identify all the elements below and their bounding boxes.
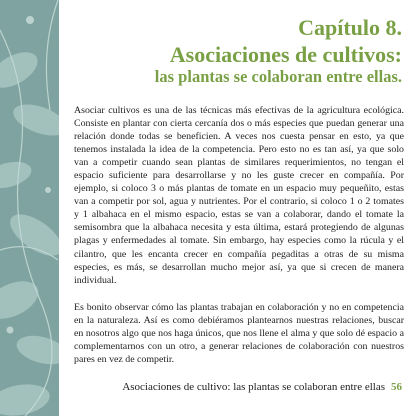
- chapter-title: Asociaciones de cultivos:: [169, 42, 402, 67]
- page-footer: [122, 381, 402, 393]
- body-paragraph: Es bonito observar cómo las plantas trabajan en colaboración y no en competencia en la naturaleza. Así es como debiéramos plantearnos nuestras relaciones, buscar en nosotros algo que nos haga únicos, que nos llene el alma y que solo dé espacio a complementarnos con un otro, a generar relaciones de colaboración con nuestros pares en vez de competir.: [74, 301, 404, 365]
- book-page: [59, 0, 416, 416]
- page-number: 56: [391, 381, 402, 393]
- body-paragraph: Asociar cultivos es una de las técnicas más efectivas de la agricultura ecológica. Consiste en plantar con cierta cercanía dos o más especies que puedan generar una relación donde todas se beneficien. A veces nos cuesta pensar en esto, ya que tenemos instalada la idea de la competencia. Pero esto no es tan así, ya que solo van a competir cuando sean plantas de similares requerimientos, no tengan el espacio suficiente para desarrollarse y no les guste crecer en compañía. Por ejemplo, si coloco 3 o más plantas de tomate en un espacio muy pequeñito, estas van a competir por sol, agua y nutrientes. Por el contrario, si coloco 1 o 2 tomates y 1 albahaca en el mismo espacio, estas se van a colaborar, dando el tomate la semisombra que la albahaca necesita y esta última, estará protegiendo de algunas plagas y enfermedades al tomate. Sin embargo, hay especies como la rúcula y el cilantro, que les encanta crecer en compañía pegaditas a otras de su misma especies, es más, se desarrollan mucho mejor así, ya que si crecen de manera individual.: [74, 105, 404, 286]
- body-text: [74, 104, 404, 366]
- chapter-label: Capítulo 8.: [298, 15, 402, 40]
- chapter-subtitle: las plantas se colaboran entre ellas.: [154, 67, 402, 86]
- running-title: Asociaciones de cultivo: las plantas se colaboran entre ellas: [122, 381, 385, 393]
